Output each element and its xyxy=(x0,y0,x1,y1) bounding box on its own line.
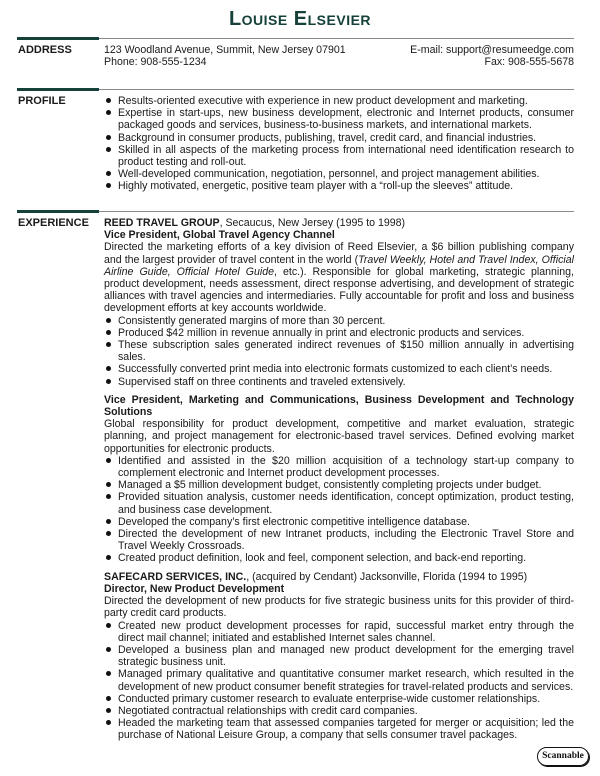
job-title: Director, New Product Development xyxy=(104,582,285,595)
achievement-list xyxy=(104,620,574,742)
job-description: Directed the development of new products for five strategic business units for this provider of third-party credit card products. xyxy=(104,595,574,620)
job-title: Vice President, Global Travel Agency Channel xyxy=(104,229,335,242)
achievement-item: Successfully converted print media into electronic formats customized to each client’s needs. xyxy=(104,363,574,375)
divider xyxy=(17,89,574,90)
profile-item: Results-oriented executive with experience in new product development and marketing. xyxy=(104,95,574,107)
email[interactable]: E-mail: support@resumeedge.com xyxy=(410,44,574,56)
job-location-dates: , Secaucus, New Jersey (1995 to 1998) xyxy=(219,217,406,229)
divider xyxy=(17,38,574,39)
achievement-item: Identified and assisted in the $20 million acquisition of a technology start-up company to complement electronic and Internet product development processes. xyxy=(104,455,574,479)
job-header xyxy=(104,571,574,583)
achievement-list xyxy=(104,315,574,388)
section-label-address: ADDRESS xyxy=(18,44,72,56)
achievement-item: Provided situation analysis, customer needs identification, concept optimization, product testing, and business case development. xyxy=(104,491,574,515)
job-location-dates: , (acquired by Cendant) Jacksonville, Florida (1994 to 1995) xyxy=(246,570,528,583)
street-address: 123 Woodland Avenue, Summit, New Jersey 07901 xyxy=(104,44,346,56)
candidate-name: Louise Elsevier xyxy=(228,8,372,30)
section-accent-bar xyxy=(17,37,99,40)
address-block xyxy=(104,44,346,68)
profile-item: Background in consumer products, publishing, travel, credit card, and financial industries. xyxy=(104,132,574,144)
achievement-item: Created product definition, look and feel, component selection, and back-end reporting. xyxy=(104,552,574,564)
profile-item: Highly motivated, energetic, positive team player with a “roll-up the sleeves” attitude. xyxy=(104,180,574,192)
divider xyxy=(17,211,574,212)
profile-item: Skilled in all aspects of the marketing process from international need identification research to product testing and roll-out. xyxy=(104,144,574,168)
achievement-item: These subscription sales generated indirect revenues of $150 million annually in advertising sales. xyxy=(104,339,574,363)
achievement-item: Managed a $5 million development budget, consistently completing projects under budget. xyxy=(104,479,574,491)
achievement-item: Consistently generated margins of more than 30 percent. xyxy=(104,315,574,327)
fax: Fax: 908-555-5678 xyxy=(484,56,574,69)
contact-block xyxy=(410,44,574,68)
achievement-item: Directed the development of new Intranet products, including the Electronic Travel Store and Travel Weekly Crossroads. xyxy=(104,528,574,552)
job-description: Global responsibility for product development, competitive and market evaluation, strategic planning, and project management for electronic-based travel services. Defined evolving market opportunities for electronic products. xyxy=(104,418,574,455)
profile-item: Expertise in start-ups, new business development, electronic and Internet products, consumer packaged goods and services, business-to-business markets, and international markets. xyxy=(104,107,574,131)
desc-text: Directed the marketing efforts of a key division of Reed Elsevier, a $6 billion publishing company and the largest provider of travel content in the world ( xyxy=(104,241,574,266)
achievement-item: Headed the marketing team that assessed companies targeted for merger or acquisition; led the purchase of National Leisure Group, a company that sells consumer travel packages. xyxy=(104,717,574,741)
achievement-item: Created new product development processes for rapid, successful market entry through the direct mail channel; initiated and established Internet sales channel. xyxy=(104,620,574,644)
achievement-item: Produced $42 million in revenue annually in print and electronic products and services. xyxy=(104,327,574,339)
scannable-badge: Scannable xyxy=(537,747,589,766)
company-name: SAFECARD SERVICES, INC. xyxy=(104,570,247,583)
section-label-experience: EXPERIENCE xyxy=(18,217,89,229)
experience-content xyxy=(104,217,574,742)
desc-text: , etc.). Responsible for global marketing, strategic planning, product development, needs assessment, direct response advertising, and development of strategic alliances with travel agencies and intermediaries. Fully accountable for profit and loss and business development efforts at key accounts worldwide. xyxy=(104,265,574,315)
achievement-item: Conducted primary customer research to evaluate enterprise-wide customer relationships. xyxy=(104,693,574,705)
profile-content xyxy=(104,95,574,193)
section-label-profile: PROFILE xyxy=(18,95,66,107)
profile-list xyxy=(104,95,574,193)
phone: Phone: 908-555-1234 xyxy=(104,56,207,69)
achievement-item: Managed primary qualitative and quantitative consumer market research, which resulted in the development of new product consumer benefit strategies for travel-related products and services. xyxy=(104,668,574,692)
company-name: REED TRAVEL GROUP xyxy=(104,217,220,229)
job-header xyxy=(104,217,574,229)
job-title: Vice President, Marketing and Communications, Business Development and Technology Solutions xyxy=(104,393,574,419)
job-description xyxy=(104,241,574,314)
achievement-item: Negotiated contractual relationships with credit card companies. xyxy=(104,705,574,717)
section-accent-bar xyxy=(17,210,99,213)
publication-titles: Travel Weekly, Hotel and Travel Index, Official Airline Guide, Official Hotel Guide xyxy=(104,253,574,278)
profile-item: Well-developed communication, negotiation, personnel, and project management abilities. xyxy=(104,168,574,180)
achievement-item: Supervised staff on three continents and traveled extensively. xyxy=(104,376,574,388)
section-accent-bar xyxy=(17,88,99,91)
achievement-list xyxy=(104,455,574,565)
achievement-item: Developed a business plan and managed new product development for the emerging travel strategic business unit. xyxy=(104,644,574,668)
achievement-item: Developed the company’s first electronic competitive intelligence database. xyxy=(104,516,574,528)
